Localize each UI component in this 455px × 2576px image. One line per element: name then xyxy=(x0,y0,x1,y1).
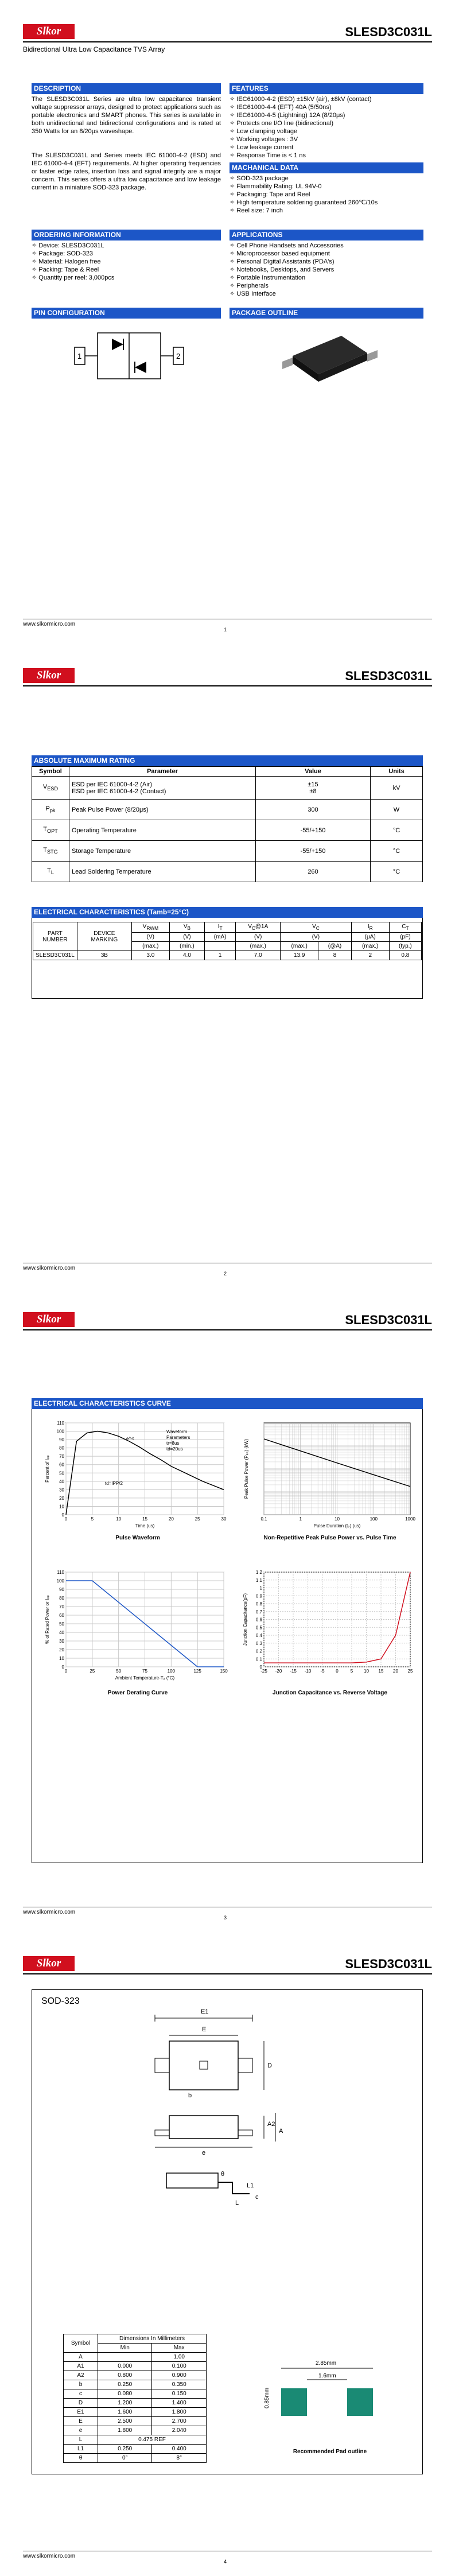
x-tick-label: 25 xyxy=(90,1669,95,1674)
mech-item: ✧ Reel size: 7 inch xyxy=(230,207,283,214)
applications-list xyxy=(230,242,423,298)
brand-logo: Slkor xyxy=(23,1956,75,1971)
page-number: 3 xyxy=(224,1915,227,1921)
x-tick-label: 0 xyxy=(64,1669,68,1674)
package-name: SOD-323 xyxy=(41,1996,80,2006)
pad-caption: Recommended Pad outline xyxy=(293,2449,367,2455)
electrical-char-table: PART NUMBER DEVICE MARKING $V_{RWM}$ $V_B$ $I_T$ $V_C@1A$ $V_C$ $I_R$ $C_T$ (V) (V) (mA) (V) (V) (μA) (pF) (max.) (min.) (max.) (max.) (@A) (max.) (typ.) SLESD3C031L 3B 3.0 4.0 1 7.0 13.9 8 2 0.8 xyxy=(33,922,422,960)
table-row: $V_{ESD}$ ESD per IEC 61000-4-2 (Air) ESD per IEC 61000-4-2 (Contact) ±15 ±8 kV xyxy=(32,777,423,800)
x-tick-label: 100 xyxy=(370,1516,378,1522)
y-tick-label: 40 xyxy=(59,1630,64,1635)
x-tick-label: 125 xyxy=(193,1669,201,1674)
annotation: e^-t xyxy=(126,1436,134,1441)
table-row: $T_L$ Lead Soldering Temperature 260 °C xyxy=(32,862,423,882)
order-item: ✧ Device: SLESD3C031L xyxy=(32,242,104,249)
x-axis-label: Pulse Duration (tₚ) (us) xyxy=(313,1523,361,1528)
abs-max-rating-header: ABSOLUTE MAXIMUM RATING xyxy=(32,755,423,766)
page-4 xyxy=(0,1932,455,2576)
part-number-title: SLESD3C031L xyxy=(345,25,432,39)
dim-l-label: L xyxy=(235,2199,239,2206)
y-tick-label: 0.3 xyxy=(255,1640,262,1646)
package-3d-image xyxy=(281,321,379,390)
y-tick-label: 0.9 xyxy=(255,1593,262,1599)
y-tick-label: 10 xyxy=(59,1656,64,1661)
y-tick-label: 100 xyxy=(56,1429,64,1434)
applications-header: APPLICATIONS xyxy=(230,230,423,240)
table-row: E 2.500 2.700 xyxy=(64,2417,207,2426)
y-tick-label: 40 xyxy=(59,1479,64,1484)
power-derating-chart xyxy=(43,1566,232,1687)
mechanical-list xyxy=(230,174,423,215)
order-item: ✧ Material: Halogen free xyxy=(32,258,101,265)
peak-power-chart xyxy=(241,1417,419,1532)
app-item: ✧ USB Interface xyxy=(230,290,276,297)
order-item: ✧ Package: SOD-323 xyxy=(32,250,94,257)
electrical-char-header: ELECTRICAL CHARACTERISTICS (Tamb=25°C) xyxy=(32,907,423,918)
dim-b-label: b xyxy=(188,2092,192,2099)
app-item: ✧ Cell Phone Handsets and Accessories xyxy=(230,242,344,249)
dim-a2-label: A2 xyxy=(267,2121,275,2128)
feature-item: ✧ IEC61000-4-4 (EFT) 40A (5/50ns) xyxy=(230,104,332,111)
table-header-row: Symbol Parameter Value Units xyxy=(32,767,423,777)
dim-e-pitch-label: e xyxy=(202,2150,206,2156)
pad-dim-height: 0.85mm xyxy=(264,2387,270,2408)
footer-website: www.slkormicro.com xyxy=(23,1265,76,1271)
feature-item: ✧ Low leakage current xyxy=(230,144,294,151)
brand-logo: Slkor xyxy=(23,668,75,683)
y-axis-label: Peak Pulse Power (Pₚₚ) (kW) xyxy=(244,1438,249,1499)
y-tick-label: 0.5 xyxy=(255,1625,262,1631)
x-tick-label: 20 xyxy=(168,1516,174,1522)
x-tick-label: -5 xyxy=(320,1669,325,1674)
app-item: ✧ Peripherals xyxy=(230,282,269,289)
package-dimension-drawing xyxy=(132,2001,327,2271)
page-2 xyxy=(0,644,455,1288)
x-tick-label: 10 xyxy=(116,1516,122,1522)
pin-2-label: 2 xyxy=(176,352,181,360)
x-tick-label: 5 xyxy=(350,1669,353,1674)
y-tick-label: 50 xyxy=(59,1621,64,1627)
y-tick-label: 1.1 xyxy=(255,1577,262,1583)
table-row: $T_{OPT}$ Operating Temperature -55/+150 °C xyxy=(32,820,423,841)
x-tick-label: 1 xyxy=(299,1516,302,1522)
page-number: 2 xyxy=(224,1271,227,1277)
dim-e1-label: E1 xyxy=(201,2008,209,2015)
part-number-title: SLESD3C031L xyxy=(345,669,432,683)
part-number-title: SLESD3C031L xyxy=(345,1957,432,1971)
description-header: DESCRIPTION xyxy=(32,83,221,94)
x-tick-label: 75 xyxy=(142,1669,147,1674)
table-row: SLESD3C031L 3B 3.0 4.0 1 7.0 13.9 8 2 0.8 xyxy=(33,951,422,960)
x-tick-label: 5 xyxy=(91,1516,94,1522)
annotation: td=IPP/2 xyxy=(105,1481,123,1486)
features-header: FEATURES xyxy=(230,83,423,94)
y-tick-label: 110 xyxy=(57,1570,64,1575)
feature-item: ✧ Response Time is < 1 ns xyxy=(230,152,306,159)
x-tick-label: 50 xyxy=(116,1669,122,1674)
chart-title: Pulse Waveform xyxy=(115,1535,160,1541)
mechanical-header: MACHANICAL DATA xyxy=(230,162,423,173)
legend-entry: td=20us xyxy=(166,1446,183,1452)
y-tick-label: 1 xyxy=(259,1585,262,1591)
dim-theta-label: θ xyxy=(221,2171,225,2178)
y-axis-label: Percent of Iₚₚ xyxy=(45,1455,50,1483)
pulse-waveform-chart xyxy=(43,1417,232,1532)
dim-e-label: E xyxy=(202,2026,207,2033)
y-tick-label: 0 xyxy=(61,1512,64,1518)
y-tick-label: 0.7 xyxy=(255,1609,262,1615)
pad-right xyxy=(347,2388,373,2416)
y-tick-label: 100 xyxy=(56,1578,64,1584)
app-item: ✧ Portable Instrumentation xyxy=(230,274,306,281)
table-header-row: Symbol Dimensions In Millimeters xyxy=(64,2334,207,2344)
subtitle: Bidirectional Ultra Low Capacitance TVS Array xyxy=(23,45,165,53)
part-number-title: SLESD3C031L xyxy=(345,1313,432,1327)
y-tick-label: 0.6 xyxy=(255,1617,262,1623)
pad-dim-total: 2.85mm xyxy=(316,2360,337,2366)
y-tick-label: 1.2 xyxy=(255,1570,262,1575)
table-row: $P_{pk}$ Peak Pulse Power (8/20μs) 300 W xyxy=(32,800,423,820)
y-tick-label: 0.2 xyxy=(255,1648,262,1654)
y-tick-label: 0.1 xyxy=(255,1656,262,1662)
page-3 xyxy=(0,1288,455,1932)
x-tick-label: 0.1 xyxy=(260,1516,267,1522)
table-row: D 1.200 1.400 xyxy=(64,2399,207,2408)
y-tick-label: 80 xyxy=(59,1596,64,1601)
header-rule xyxy=(23,685,432,686)
order-item: ✧ Packing: Tape & Reel xyxy=(32,266,99,273)
x-tick-label: 15 xyxy=(142,1516,147,1522)
y-tick-label: 20 xyxy=(59,1647,64,1652)
y-tick-label: 30 xyxy=(59,1487,64,1493)
abs-max-rating-table xyxy=(32,766,423,882)
y-tick-label: 80 xyxy=(59,1445,64,1451)
dim-d-label: D xyxy=(267,2062,272,2069)
x-tick-label: 0 xyxy=(64,1516,68,1522)
mech-item: ✧ Flammability Rating: UL 94V-0 xyxy=(230,183,322,190)
chart-title: Junction Capacitance vs. Reverse Voltage xyxy=(273,1690,387,1696)
x-tick-label: 10 xyxy=(364,1669,369,1674)
table-row: e 1.800 2.040 xyxy=(64,2426,207,2435)
feature-item: ✧ Protects one I/O line (bidirectional) xyxy=(230,120,334,127)
table-row: L 0.475 REF xyxy=(64,2435,207,2445)
legend-entry: tr=8us xyxy=(166,1441,180,1446)
ordering-list xyxy=(32,242,221,282)
diode-symbol xyxy=(135,362,146,373)
ordering-header: ORDERING INFORMATION xyxy=(32,230,221,240)
y-tick-label: 90 xyxy=(59,1437,64,1443)
features-list xyxy=(230,95,423,160)
dim-c-label: c xyxy=(255,2194,259,2201)
y-tick-label: 60 xyxy=(59,1613,64,1618)
x-tick-label: 20 xyxy=(393,1669,398,1674)
x-axis-label: Time (us) xyxy=(135,1523,155,1528)
y-tick-label: 10 xyxy=(59,1504,64,1510)
table-header-row: PART NUMBER DEVICE MARKING $V_{RWM}$ $V_B$ $I_T$ $V_C@1A$ $V_C$ $I_R$ $C_T$ xyxy=(33,922,422,933)
feature-item: ✧ IEC61000-4-2 (ESD) ±15kV (air), ±8kV (contact) xyxy=(230,96,372,103)
pad-dim-gap: 1.6mm xyxy=(318,2373,336,2379)
chart-title: Non-Repetitive Peak Pulse Power vs. Pulse Time xyxy=(263,1535,396,1541)
mech-item: ✧ Packaging: Tape and Reel xyxy=(230,191,310,198)
x-tick-label: 25 xyxy=(195,1516,200,1522)
table-row: L1 0.250 0.400 xyxy=(64,2445,207,2454)
table-row: A 1.00 xyxy=(64,2353,207,2362)
y-tick-label: 0 xyxy=(61,1665,64,1670)
table-row: A2 0.800 0.900 xyxy=(64,2371,207,2380)
x-tick-label: 10 xyxy=(335,1516,340,1522)
x-tick-label: 15 xyxy=(378,1669,384,1674)
description-para-1: The SLESD3C031L Series are ultra low capacitance transient voltage suppressor arrays, designed to protect applications such as portable electronics and SMART phones. This series is available in both unidirectional and bidirectional configurations and is rated at 350 Watts for an 8/20μs waveshape. xyxy=(32,96,221,135)
feature-item: ✧ Working voltages : 3V xyxy=(230,136,298,143)
diode-symbol xyxy=(112,339,123,350)
pin-1-label: 1 xyxy=(77,352,82,360)
pad-left xyxy=(281,2388,307,2416)
page-number: 4 xyxy=(224,2559,227,2565)
dim-a-label: A xyxy=(279,2128,283,2135)
x-axis-label: Ambient Temperature-Tₐ (°C) xyxy=(115,1675,175,1681)
y-axis-label: Junction Capacitance(pF) xyxy=(243,1593,248,1646)
x-tick-label: 30 xyxy=(221,1516,227,1522)
header-rule xyxy=(23,1973,432,1974)
footer-website: www.slkormicro.com xyxy=(23,621,76,627)
brand-logo: Slkor xyxy=(23,24,75,39)
y-tick-label: 90 xyxy=(59,1587,64,1592)
capacitance-chart xyxy=(241,1566,419,1687)
y-tick-label: 70 xyxy=(59,1604,64,1609)
table-row: c 0.080 0.150 xyxy=(64,2389,207,2399)
page-1 xyxy=(0,0,455,644)
package-outline-header: PACKAGE OUTLINE xyxy=(230,308,423,319)
y-tick-label: 0 xyxy=(259,1665,262,1670)
header-rule xyxy=(23,41,432,42)
y-tick-label: 20 xyxy=(59,1495,64,1501)
y-tick-label: 0.8 xyxy=(255,1601,262,1607)
mech-item: ✧ SOD-323 package xyxy=(230,175,289,182)
x-tick-label: 0 xyxy=(336,1669,339,1674)
x-tick-label: -25 xyxy=(260,1669,267,1674)
recommended-pad-drawing xyxy=(258,2357,396,2443)
y-axis-label: % of Rated Power or Iₚₚ xyxy=(45,1595,50,1644)
x-tick-label: -10 xyxy=(304,1669,312,1674)
mech-item: ✧ High temperature soldering guaranteed 260℃/10s xyxy=(230,199,378,206)
footer-website: www.slkormicro.com xyxy=(23,1909,76,1915)
table-row: θ 0° 8° xyxy=(64,2454,207,2463)
y-tick-label: 70 xyxy=(59,1454,64,1460)
pin-configuration-diagram xyxy=(69,324,189,387)
table-row: E1 1.600 1.800 xyxy=(64,2408,207,2417)
footer-website: www.slkormicro.com xyxy=(23,2553,76,2559)
legend-entry: Waveform xyxy=(166,1429,188,1434)
brand-logo: Slkor xyxy=(23,1312,75,1327)
x-tick-label: 150 xyxy=(220,1669,228,1674)
chart-title: Power Derating Curve xyxy=(107,1690,168,1696)
page-number: 1 xyxy=(224,627,227,633)
dimension-table: Symbol Dimensions In Millimeters Min Max A 1.00 A1 0.000 0.100 A2 0.800 0.900 b 0.250 0.350 c 0.080 0.150 D 1.200 1.400 E1 1.600 1.800 E 2.500 2.700 e 1.800 2.040 L 0.475 REF L1 0.250 0.400 θ 0° 8° xyxy=(63,2334,207,2463)
header-rule xyxy=(23,1329,432,1330)
pin-config-header: PIN CONFIGURATION xyxy=(32,308,221,319)
feature-item: ✧ Low clamping voltage xyxy=(230,128,298,135)
y-tick-label: 0.4 xyxy=(255,1633,262,1638)
app-item: ✧ Notebooks, Desktops, and Servers xyxy=(230,266,335,273)
x-tick-label: 100 xyxy=(167,1669,176,1674)
x-tick-label: -15 xyxy=(290,1669,297,1674)
table-row: b 0.250 0.350 xyxy=(64,2380,207,2389)
y-tick-label: 30 xyxy=(59,1639,64,1644)
curves-header: ELECTRICAL CHARACTERISTICS CURVE xyxy=(32,1398,423,1409)
y-tick-label: 110 xyxy=(57,1421,64,1426)
app-item: ✧ Personal Digital Assistants (PDA's) xyxy=(230,258,335,265)
x-tick-label: -20 xyxy=(275,1669,282,1674)
app-item: ✧ Microprocessor based equipment xyxy=(230,250,330,257)
order-item: ✧ Quantity per reel: 3,000pcs xyxy=(32,274,115,281)
feature-item: ✧ IEC61000-4-5 (Lightning) 12A (8/20μs) xyxy=(230,112,345,119)
y-tick-label: 60 xyxy=(59,1462,64,1468)
table-row: $T_{STG}$ Storage Temperature -55/+150 °C xyxy=(32,841,423,862)
dim-l1-label: L1 xyxy=(247,2182,254,2189)
x-tick-label: 1000 xyxy=(405,1516,415,1522)
legend-entry: Parameters xyxy=(166,1435,190,1440)
description-para-2: The SLESD3C031L and Series meets IEC 61000-4-2 (ESD) and IEC 61000-4-4 (EFT) requirements. At higher operating frequencies or faster edge rates, insertion loss and signal integrity are a major concern. This series offers a ultra low capacitance and low leakage current in a miniature SOD-323 package. xyxy=(32,152,221,191)
table-row: A1 0.000 0.100 xyxy=(64,2362,207,2371)
y-tick-label: 50 xyxy=(59,1471,64,1476)
x-tick-label: 25 xyxy=(407,1669,413,1674)
